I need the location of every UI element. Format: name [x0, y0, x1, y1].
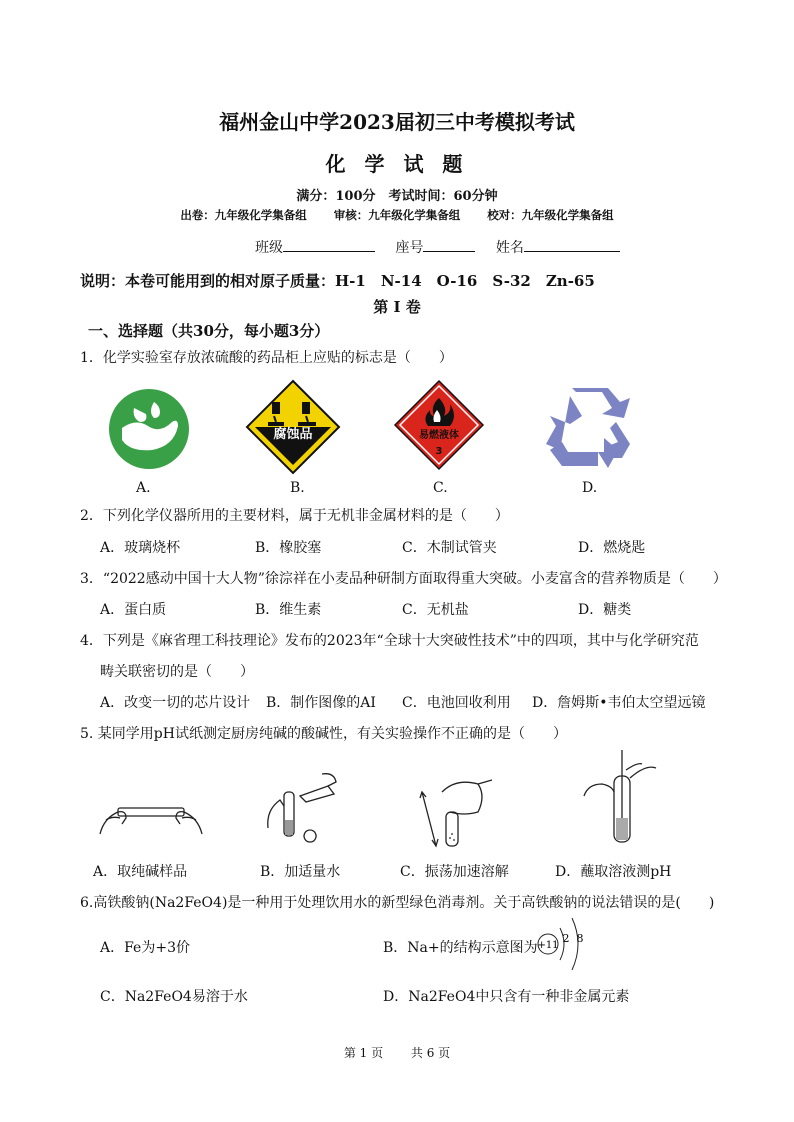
score-time: 满分：100分 考试时间：60分钟 [296, 189, 498, 204]
page-number: 第 1 页 [343, 1046, 384, 1060]
q3-option-a: A．蛋白质 [100, 602, 167, 618]
shake-dissolve-illustration [416, 772, 496, 850]
q5-option-b: B．加适量水 [260, 864, 341, 880]
seat-blank[interactable] [423, 237, 475, 252]
hazard-class-label: 3 [435, 446, 443, 457]
q2-option-c: C．木制试管夹 [402, 540, 497, 556]
credit-reviewer: 审核：九年级化学集备组 [333, 208, 461, 222]
student-fields [255, 237, 636, 257]
q1-option-c: C. [433, 480, 448, 496]
recycle-icon [546, 388, 632, 468]
class-label: 班级 [255, 240, 283, 256]
question-5-stem: 5. 某同学用pH试纸测定厨房纯碱的酸碱性，有关实验操作不正确的是（ ） [80, 726, 567, 742]
corrosive-hazard-icon [246, 380, 340, 474]
question-3-stem: 3．“2022感动中国十大人物”徐淙祥在小麦品种研制方面取得重大突破。小麦富含的营养物质是（ ） [80, 571, 727, 587]
q4-option-a: A．改变一切的芯片设计 [100, 695, 251, 711]
q4-option-b: B．制作图像的AI [266, 695, 376, 711]
q2-option-b: B．橡胶塞 [255, 540, 322, 556]
q1-option-b: B. [290, 480, 305, 496]
exam-title: 福州金山中学2023届初三中考模拟考试 [219, 110, 575, 134]
q6-option-b: B．Na+的结构示意图为 [383, 940, 538, 956]
credit-proofreader: 校对：九年级化学集备组 [487, 208, 614, 222]
question-1-stem: 1．化学实验室存放浓硫酸的药品柜上应贴的标志是（ ） [80, 350, 453, 366]
water-saving-icon [108, 388, 190, 470]
page-footer [0, 1044, 794, 1061]
sample-taking-illustration [96, 790, 206, 840]
flammable-liquid-icon [394, 380, 484, 470]
name-blank[interactable] [524, 237, 620, 252]
q1-option-a: A. [136, 480, 151, 496]
credit-setter: 出卷：九年级化学集备组 [180, 208, 307, 222]
subject-title: 化 学 试 题 [325, 152, 469, 176]
q5-option-c: C．振荡加速溶解 [400, 864, 509, 880]
q2-option-d: D．燃烧匙 [578, 540, 646, 556]
nucleus-charge: +11 [537, 940, 559, 951]
add-water-illustration [262, 770, 344, 842]
q2-option-a: A．玻璃烧杯 [100, 540, 181, 556]
q1-option-d: D. [582, 480, 598, 496]
page-total: 共 6 页 [410, 1046, 451, 1060]
q3-option-d: D．糖类 [578, 602, 632, 618]
shell-1-electrons: 2 [562, 932, 570, 945]
name-label: 姓名 [495, 240, 524, 256]
question-2-stem: 2．下列化学仪器所用的主要材料，属于无机非金属材料的是（ ） [80, 508, 509, 524]
shell-2-electrons: 8 [576, 932, 584, 945]
q4-option-c: C．电池回收利用 [402, 695, 511, 711]
corrosive-label: 腐蚀品 [273, 427, 313, 442]
atomic-mass-note: 说明：本卷可能用到的相对原子质量：H-1 N-14 O-16 S-32 Zn-65 [80, 272, 595, 290]
q5-option-a: A．取纯碱样品 [93, 864, 188, 880]
q6-option-d: D．Na2FeO4中只含有一种非金属元素 [383, 989, 630, 1005]
q3-option-b: B．维生素 [255, 602, 322, 618]
q6-option-a: A．Fe为+3价 [100, 940, 190, 956]
question-4-stem: 4．下列是《麻省理工科技理论》发布的2023年“全球十大突破性技术”中的四项，其中与化学研究范 [80, 633, 699, 649]
seat-label: 座号 [395, 240, 424, 256]
class-blank[interactable] [283, 237, 375, 252]
dip-test-ph-illustration [582, 748, 662, 848]
question-6-stem: 6.高铁酸钠(Na2FeO4)是一种用于处理饮用水的新型绿色消毒剂。关于高铁酸钠的说法错误的是( ) [80, 895, 715, 911]
volume-title: 第 I 卷 [373, 298, 421, 316]
sodium-ion-structure-diagram [536, 914, 596, 974]
q6-option-c: C．Na2FeO4易溶于水 [100, 989, 248, 1005]
q5-option-d: D．蘸取溶液测pH [555, 864, 672, 880]
credits-line [0, 207, 794, 223]
q3-option-c: C．无机盐 [402, 602, 469, 618]
question-4-stem-cont: 畴关联密切的是（ ） [100, 664, 254, 680]
q4-option-d: D．詹姆斯•韦伯太空望远镜 [532, 695, 706, 711]
section-heading: 一、选择题（共30分，每小题3分） [88, 322, 330, 340]
flammable-label: 易燃液体 [419, 430, 459, 441]
